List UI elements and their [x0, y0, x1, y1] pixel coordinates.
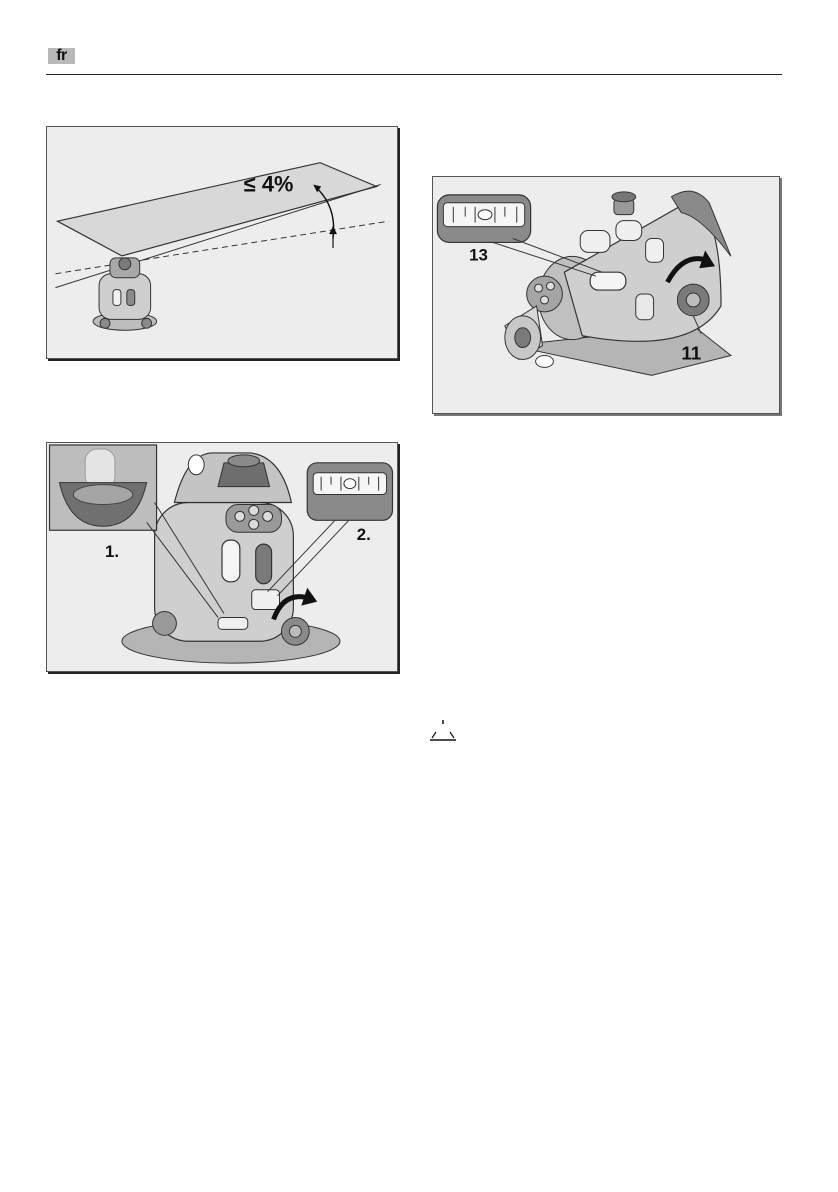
angle-label: ≤ 4%	[243, 171, 294, 197]
step-2-label: 2.	[356, 525, 371, 545]
tilted-plane	[57, 163, 376, 256]
callout-13: 13	[469, 245, 488, 265]
base-leveling-illustration	[47, 443, 397, 671]
header-rule	[46, 74, 782, 75]
vial-adjustment-illustration	[433, 177, 779, 413]
figure-slope-tolerance	[46, 126, 398, 359]
laser-device-small	[93, 258, 156, 330]
figure-base-leveling	[46, 442, 398, 672]
step-1-label: 1.	[105, 542, 120, 561]
slope-illustration	[47, 127, 397, 358]
figure-vial-adjustment	[432, 176, 780, 414]
callout-11: 11	[681, 342, 702, 364]
warning-icon	[428, 718, 458, 742]
language-badge: fr	[48, 48, 75, 64]
